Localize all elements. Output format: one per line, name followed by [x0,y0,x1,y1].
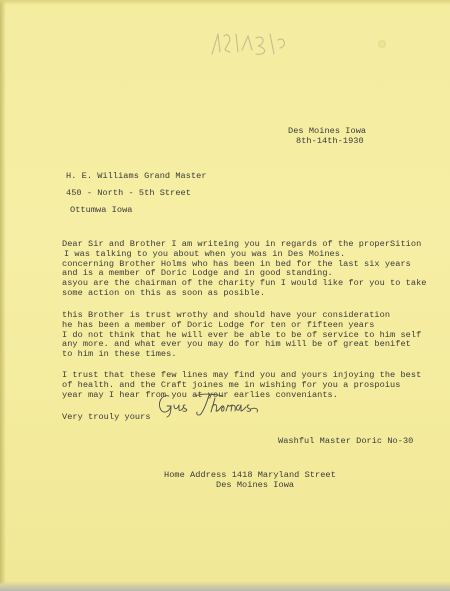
closing-title: Washful Master Doric No-30 [278,436,414,446]
body-line: I was talking to you about when you was in Des Moines. [64,249,346,259]
letter-date: 8th-14th-1930 [296,136,364,146]
body-line: asyou are the chairman of the charity fun I would like for you to take [62,278,427,288]
paper-blemish [378,40,386,48]
closing-salutation: Very trouly yours [62,412,151,422]
pencil-annotation [208,28,290,58]
paper-edge-left [0,0,6,591]
body-line: I do not think that he will ever be able to be of service to him self [62,330,422,340]
handwritten-signature [155,390,275,418]
recipient-street: 450 - North - 5th Street [66,188,191,198]
body-line: he has been a member of Doric Lodge for ten or fifteen years [62,320,375,330]
body-line: and is a member of Doric Lodge and in good standing. [62,268,333,278]
paper-edge-top [0,0,450,5]
body-line: of health. and the Craft joines me in wishing for you a prospoius [62,380,401,390]
home-address-line2: Des Moines Iowa [216,480,295,490]
body-line: concerning Brother Holms who has been in bed for the last six years [62,259,411,269]
body-line: I trust that these few lines may find you and yours injoying the best [62,370,422,380]
recipient-city: Ottumwa Iowa [70,205,133,215]
body-line: this Brother is trust wrothy and should have your consideration [62,310,391,320]
recipient-name: H. E. Williams Grand Master [66,171,207,181]
paper-edge-bottom [0,581,450,591]
body-line: some action on this as soon as posible. [62,288,266,298]
body-line: any more. and what ever you may do for him will be of great benifet [62,339,411,349]
body-line: Dear Sir and Brother I am writeing you in regards of the properSition [62,239,422,249]
body-line: to him in these times. [62,349,177,359]
home-address-line1: Home Address 1418 Maryland Street [164,470,336,480]
body-line: year may I hear from you at your earlies conveniants. [62,390,338,400]
sender-city: Des Moines Iowa [288,126,367,136]
